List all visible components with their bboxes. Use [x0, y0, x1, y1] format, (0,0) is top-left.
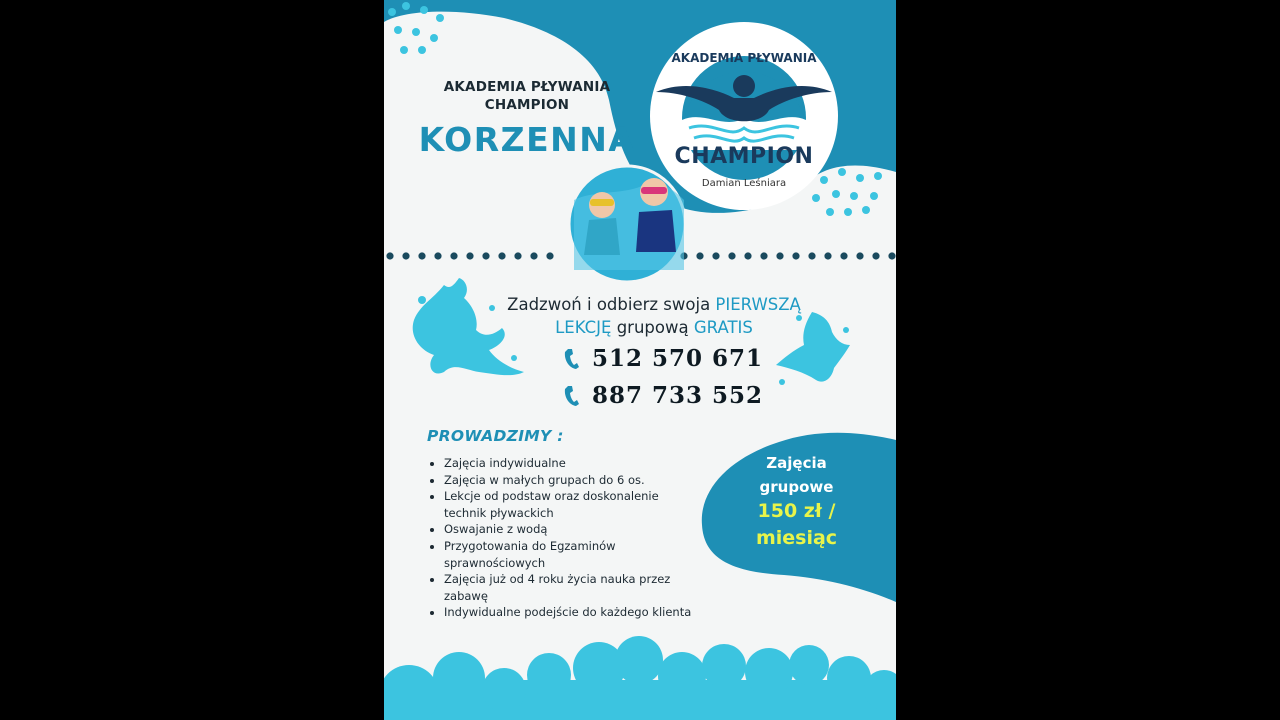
logo-name: CHAMPION [674, 144, 814, 169]
promo-highlight: LEKCJĘ [555, 318, 612, 337]
phone-icon [564, 348, 580, 370]
price-value-line1: 150 zł / [757, 500, 836, 522]
logo-arc-text: AKADEMIA PŁYWANIA [671, 51, 817, 65]
list-item: • Przygotowania do Egzaminów sprawnościowych [444, 538, 704, 571]
list-item: • Lekcje od podstaw oraz doskonalenie technik pływackich [444, 488, 704, 521]
phone-number-2[interactable] [564, 382, 804, 409]
price-label-line1: Zajęcia [766, 454, 827, 472]
price-label [714, 451, 879, 499]
academy-title-line1: AKADEMIA PŁYWANIA [443, 79, 611, 95]
promo-text [454, 293, 854, 339]
list-item: • Zajęcia w małych grupach do 6 os. [444, 472, 704, 489]
list-item: • Zajęcia indywidualne [444, 455, 704, 472]
bottom-clouds [384, 636, 896, 720]
promo-highlight: PIERWSZĄ [715, 295, 801, 314]
services-list [426, 455, 704, 621]
logo-owner: Damian Leśniara [701, 178, 787, 189]
academy-title [412, 78, 642, 114]
list-item: • Oswajanie z wodą [444, 521, 704, 538]
phone-number-text: 512 570 671 [592, 345, 764, 372]
services-heading: PROWADZIMY : [427, 427, 564, 445]
price-value-line2: miesiąc [755, 527, 838, 549]
list-item: • Zajęcia już od 4 roku życia nauka przez zabawę [444, 571, 704, 604]
price-label-line2: grupowe [759, 478, 834, 496]
phone-number-1[interactable] [564, 345, 804, 372]
dots-right [812, 168, 882, 216]
city-title: KORZENNA [418, 120, 636, 159]
promo-highlight: GRATIS [693, 318, 753, 337]
phone-icon [564, 385, 580, 407]
academy-title-line2: CHAMPION [484, 97, 570, 113]
price-value [714, 498, 879, 552]
list-item: • Indywidualne podejście do każdego klienta [444, 604, 704, 621]
phone-number-text: 887 733 552 [592, 382, 764, 409]
flyer [384, 0, 896, 720]
promo-part: grupową [611, 318, 694, 337]
promo-part: Zadzwoń i odbierz swoja [507, 295, 716, 314]
